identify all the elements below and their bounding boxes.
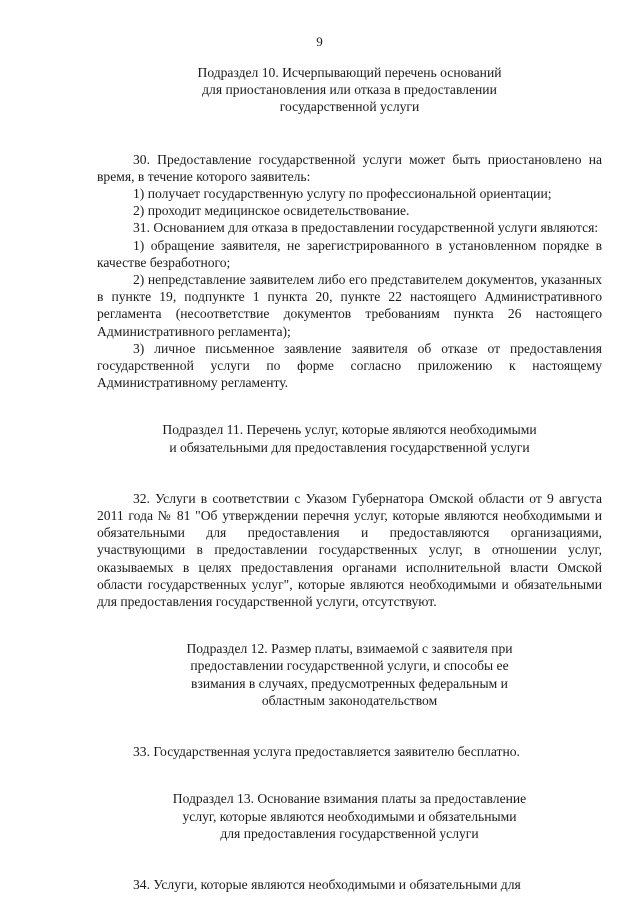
section-heading: Подраздел 12. Размер платы, взимаемой с заявителя при предоставлении государственной услуги, и способы ее взимания в случаях, предусмотренных федеральным и областным законодательством: [186, 641, 513, 708]
list-item: 2) непредставление заявителем либо его представителем документов, указанных в пункте 19, подпункте 1 пункта 20, пункте 22 настоящего Административного регламента (несоответствие документов требованиям пункта 26 настоящего Административного регламента);: [97, 272, 602, 339]
document-body: [97, 64, 602, 893]
list-item: 1) получает государственную услугу по профессиональной ориентации;: [133, 186, 552, 202]
page-number: 9: [316, 34, 323, 49]
paragraph: 32. Услуги в соответствии с Указом Губернатора Омской области от 9 августа 2011 года № 81 "Об утверждении перечня услуг, которые являются необходимыми и обязательными для предоставления и предоставляются организациями, участвующими в предоставлении государственных услуг, в отношении услуг, оказываемых в целях предоставления органами исполнительной власти Омской области государственных услуг", которые являются необходимыми и обязательными для предоставления государственной услуги, отсутствуют.: [97, 490, 602, 610]
section-heading: Подраздел 13. Основание взимания платы за предоставление услуг, которые являются необходимыми и обязательными для предоставления государственной услуги: [172, 791, 527, 841]
section-heading: Подраздел 10. Исчерпывающий перечень оснований для приостановления или отказа в предоставлении государственной услуги: [197, 65, 502, 115]
section-12: [97, 640, 602, 760]
paragraph: 34. Услуги, которые являются необходимыми и обязательными для: [133, 876, 521, 892]
list-item: 3) личное письменное заявление заявителя об отказе от предоставления государственной услуги по форме согласно приложению к настоящему Административному регламенту.: [97, 340, 602, 391]
paragraph: 31. Основанием для отказа в предоставлении государственной услуги являются:: [133, 220, 599, 236]
section-13: [97, 790, 602, 893]
section-heading: Подраздел 11. Перечень услуг, которые являются необходимыми и обязательными для предоставления государственной услуги: [162, 422, 537, 455]
section-10: [97, 64, 602, 391]
paragraph: 30. Предоставление государственной услуги может быть приостановлено на время, в течение которого заявитель:: [97, 151, 602, 184]
section-11: [97, 421, 602, 610]
list-item: 2) проходит медицинское освидетельствование.: [133, 203, 410, 219]
paragraph: 33. Государственная услуга предоставляется заявителю бесплатно.: [133, 744, 520, 760]
list-item: 1) обращение заявителя, не зарегистрированного в установленном порядке в качестве безработного;: [97, 237, 602, 270]
